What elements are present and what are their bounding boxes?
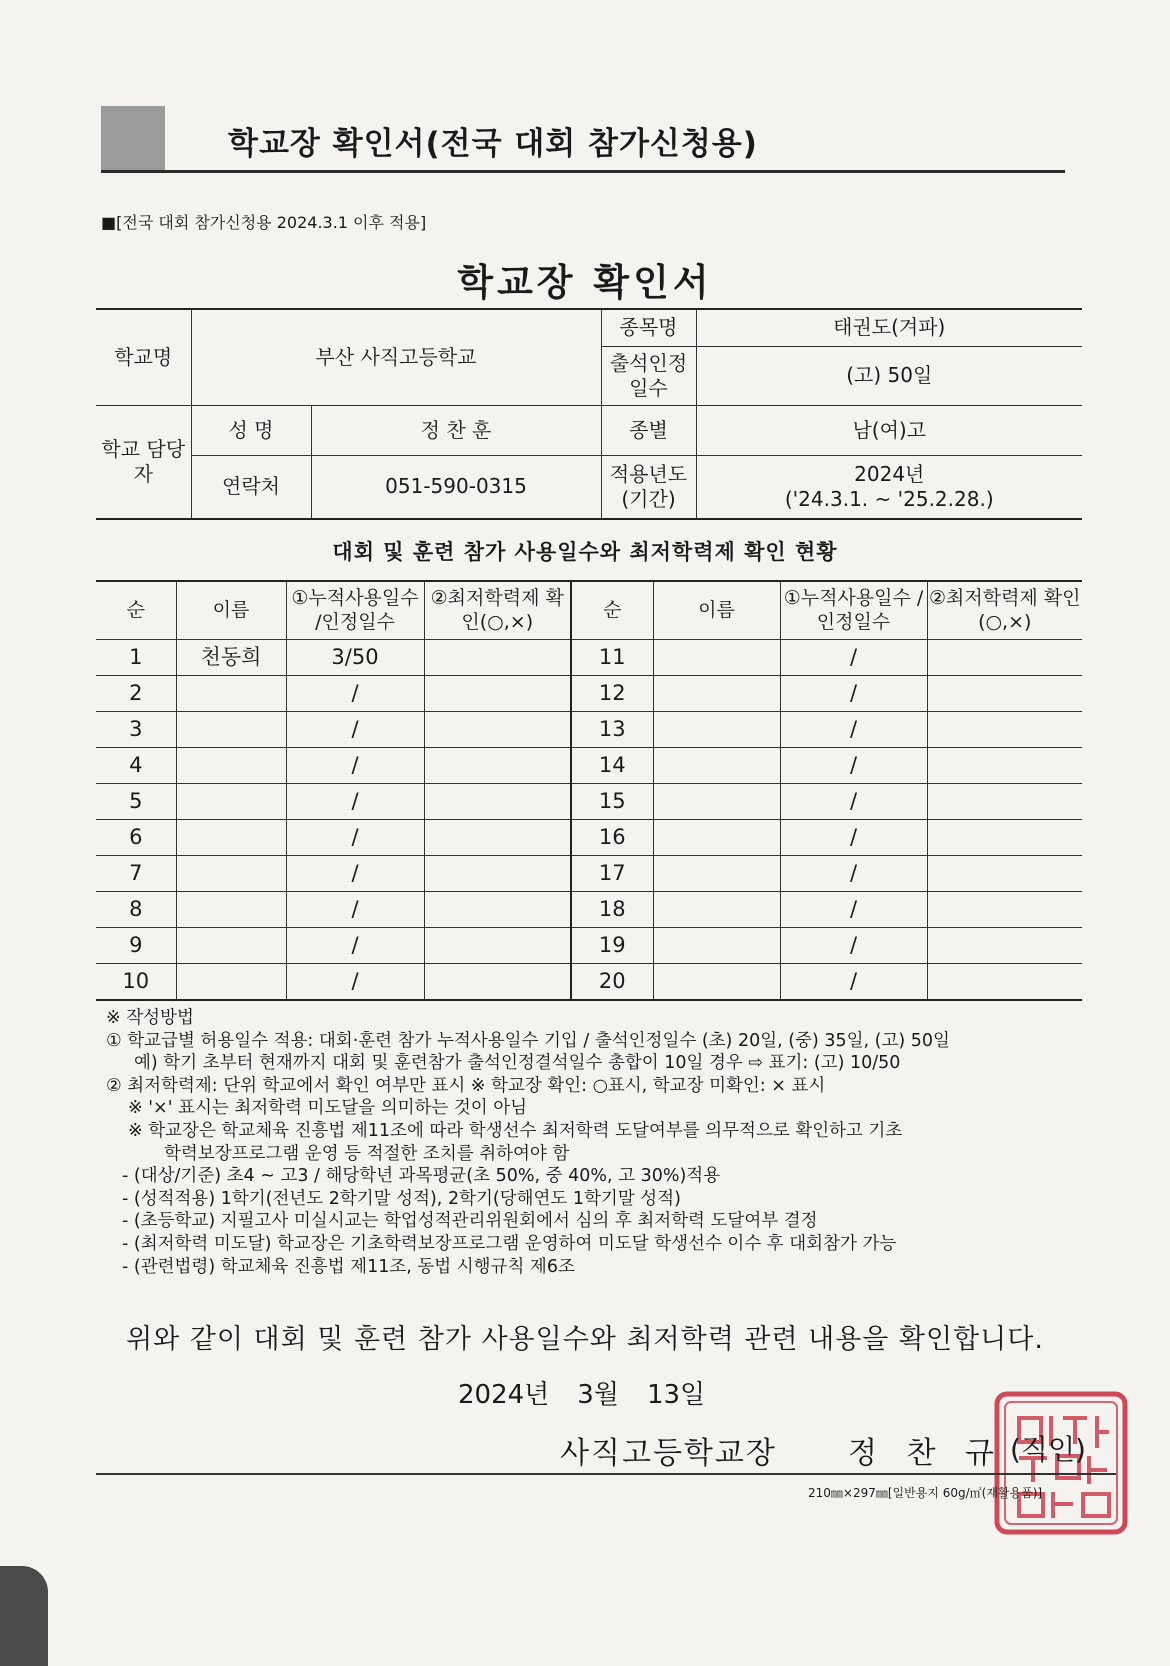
row-days: / bbox=[286, 748, 424, 784]
usage-table bbox=[96, 580, 1082, 1001]
row-check bbox=[424, 856, 571, 892]
name-value: 정 찬 훈 bbox=[311, 405, 601, 455]
row-days: 3/50 bbox=[286, 640, 424, 676]
row-no: 15 bbox=[571, 784, 653, 820]
date-year: 2024년 bbox=[458, 1380, 550, 1410]
instruction-line: - (관련법령) 학교체육 진흥법 제11조, 동법 시행규칙 제6조 bbox=[122, 1256, 575, 1277]
row-check bbox=[424, 892, 571, 928]
instruction-line: ※ '×' 표시는 최저학력 미도달을 의미하는 것이 아님 bbox=[128, 1098, 528, 1119]
row-no: 11 bbox=[571, 640, 653, 676]
row-no: 16 bbox=[571, 820, 653, 856]
bottom-divider bbox=[96, 1473, 1116, 1475]
event-value: 태권도(겨파) bbox=[696, 309, 1082, 346]
form-title: 학교장 확인서 bbox=[457, 261, 713, 304]
row-check bbox=[927, 676, 1082, 712]
row-name bbox=[653, 676, 780, 712]
row-no: 12 bbox=[571, 676, 653, 712]
row-no: 18 bbox=[571, 892, 653, 928]
col-header-name: 이름 bbox=[176, 581, 286, 640]
date-month: 3월 bbox=[577, 1380, 619, 1410]
instruction-line: ※ 작성방법 bbox=[106, 1008, 194, 1028]
row-no: 7 bbox=[96, 856, 176, 892]
instruction-line: 예) 학기 초부터 현재까지 대회 및 훈련참가 출석인정결석일수 총합이 10일 경우 ⇨ 표기: (고) 10/50 bbox=[134, 1053, 901, 1074]
row-name bbox=[653, 928, 780, 964]
attendance-value: (고) 50일 bbox=[696, 346, 1082, 405]
row-name bbox=[653, 748, 780, 784]
row-check bbox=[424, 640, 571, 676]
row-check bbox=[927, 928, 1082, 964]
row-check bbox=[424, 820, 571, 856]
row-no: 19 bbox=[571, 928, 653, 964]
issue-date bbox=[458, 1374, 733, 1411]
table-row bbox=[96, 676, 1082, 712]
row-no: 6 bbox=[96, 820, 176, 856]
row-no: 5 bbox=[96, 784, 176, 820]
row-name bbox=[176, 964, 286, 1001]
row-name bbox=[653, 964, 780, 1001]
row-no: 3 bbox=[96, 712, 176, 748]
row-name bbox=[653, 892, 780, 928]
confirmation-statement: 위와 같이 대회 및 훈련 참가 사용일수와 최저학력 관련 내용을 확인합니다. bbox=[126, 1324, 1044, 1355]
attendance-label: 출석인정 일수 bbox=[601, 346, 696, 405]
date-day: 13일 bbox=[646, 1380, 706, 1410]
principal-title: 사직고등학교장 bbox=[560, 1436, 777, 1471]
col-header-no: 순 bbox=[96, 581, 176, 640]
col-header-no: 순 bbox=[571, 581, 653, 640]
table-row bbox=[96, 712, 1082, 748]
gender-value: 남(여)고 bbox=[696, 405, 1082, 455]
row-days: / bbox=[286, 784, 424, 820]
row-days: / bbox=[780, 748, 927, 784]
usage-section-title: 대회 및 훈련 참가 사용일수와 최저학력제 확인 현황 bbox=[332, 540, 838, 564]
row-name bbox=[176, 856, 286, 892]
instruction-line: - (최저학력 미도달) 학교장은 기초학력보장프로그램 운영하여 미도달 학생선수 이수 후 대회참가 가능 bbox=[122, 1233, 897, 1254]
row-name bbox=[176, 784, 286, 820]
row-name bbox=[653, 784, 780, 820]
table-row bbox=[96, 928, 1082, 964]
row-days: / bbox=[286, 712, 424, 748]
col-header-check: ②최저학력제 확인(○,×) bbox=[424, 581, 571, 640]
row-check bbox=[424, 928, 571, 964]
row-no: 2 bbox=[96, 676, 176, 712]
row-name bbox=[176, 892, 286, 928]
row-no: 20 bbox=[571, 964, 653, 1001]
table-row bbox=[96, 748, 1082, 784]
name-label: 성 명 bbox=[191, 405, 311, 455]
row-days: / bbox=[780, 676, 927, 712]
row-name bbox=[653, 712, 780, 748]
col-header-days: ①누적사용일수 /인정일수 bbox=[286, 581, 424, 640]
row-check bbox=[927, 784, 1082, 820]
manager-label: 학교 담당자 bbox=[96, 405, 191, 519]
row-check bbox=[927, 856, 1082, 892]
contact-label: 연락처 bbox=[191, 455, 311, 519]
instructions bbox=[106, 1007, 1116, 1278]
row-check bbox=[927, 640, 1082, 676]
instruction-line: ※ 학교장은 학교체육 진흥법 제11조에 따라 학생선수 최저학력 도달여부를 의무적으로 확인하고 기초 bbox=[128, 1120, 903, 1141]
event-label: 종목명 bbox=[601, 309, 696, 346]
row-days: / bbox=[780, 856, 927, 892]
row-days: / bbox=[780, 892, 927, 928]
school-name: 부산 사직고등학교 bbox=[191, 309, 601, 405]
row-name bbox=[176, 820, 286, 856]
header-divider bbox=[101, 170, 1065, 173]
paper-spec-footer: 210㎜×297㎜[일반용지 60g/㎡(재활용품)] bbox=[808, 1486, 1043, 1500]
document-header-title: 학교장 확인서(전국 대회 참가신청용) bbox=[228, 126, 758, 162]
row-days: / bbox=[780, 784, 927, 820]
row-days: / bbox=[286, 676, 424, 712]
seal-label: (직인) bbox=[1010, 1433, 1086, 1466]
row-name bbox=[176, 712, 286, 748]
period-year: 2024년 bbox=[854, 461, 925, 486]
row-name bbox=[176, 748, 286, 784]
row-no: 1 bbox=[96, 640, 176, 676]
row-days: / bbox=[780, 964, 927, 1001]
gender-label: 종별 bbox=[601, 405, 696, 455]
table-row bbox=[96, 856, 1082, 892]
col-header-days: ①누적사용일수 /인정일수 bbox=[780, 581, 927, 640]
row-no: 9 bbox=[96, 928, 176, 964]
row-check bbox=[927, 712, 1082, 748]
row-no: 14 bbox=[571, 748, 653, 784]
info-table bbox=[96, 308, 1082, 520]
table-row bbox=[96, 892, 1082, 928]
row-check bbox=[424, 784, 571, 820]
row-name bbox=[653, 640, 780, 676]
row-no: 17 bbox=[571, 856, 653, 892]
row-no: 10 bbox=[96, 964, 176, 1001]
instruction-line: - (대상/기준) 초4 ~ 고3 / 해당학년 과목평균(초 50%, 중 40%, 고 30%)적용 bbox=[122, 1166, 721, 1187]
row-check bbox=[424, 748, 571, 784]
row-days: / bbox=[780, 928, 927, 964]
form-version-note: ■[전국 대회 참가신청용 2024.3.1 이후 적용] bbox=[101, 213, 427, 232]
row-days: / bbox=[780, 712, 927, 748]
contact-value: 051-590-0315 bbox=[311, 455, 601, 519]
row-no: 13 bbox=[571, 712, 653, 748]
school-label: 학교명 bbox=[96, 309, 191, 405]
row-days: / bbox=[286, 892, 424, 928]
row-check bbox=[424, 964, 571, 1001]
period-value bbox=[696, 455, 1082, 519]
table-row bbox=[96, 784, 1082, 820]
instruction-line: - (초등학교) 지필고사 미실시교는 학업성적관리위원회에서 심의 후 최저학력 도달여부 결정 bbox=[122, 1211, 818, 1232]
period-label: 적용년도 (기간) bbox=[601, 455, 696, 519]
row-name: 천동희 bbox=[176, 640, 286, 676]
row-days: / bbox=[286, 964, 424, 1001]
row-days: / bbox=[286, 820, 424, 856]
row-check bbox=[927, 820, 1082, 856]
row-days: / bbox=[780, 820, 927, 856]
row-days: / bbox=[286, 856, 424, 892]
row-no: 4 bbox=[96, 748, 176, 784]
table-row bbox=[96, 820, 1082, 856]
scan-corner-shadow bbox=[0, 1566, 48, 1666]
row-days: / bbox=[286, 928, 424, 964]
row-days: / bbox=[780, 640, 927, 676]
row-name bbox=[176, 928, 286, 964]
row-check bbox=[927, 748, 1082, 784]
instruction-line: ② 최저학력제: 단위 학교에서 확인 여부만 표시 ※ 학교장 확인: ○표시, 학교장 미확인: × 표시 bbox=[106, 1075, 826, 1096]
row-no: 8 bbox=[96, 892, 176, 928]
instruction-line: 학력보장프로그램 운영 등 적절한 조치를 취하여야 함 bbox=[164, 1143, 570, 1164]
row-name bbox=[176, 676, 286, 712]
row-name bbox=[653, 820, 780, 856]
col-header-name: 이름 bbox=[653, 581, 780, 640]
instruction-line: - (성적적용) 1학기(전년도 2학기말 성적), 2학기(당해연도 1학기말 성적) bbox=[122, 1188, 681, 1209]
row-check bbox=[927, 964, 1082, 1001]
instruction-line: ① 학교급별 허용일수 적용: 대회·훈련 참가 누적사용일수 기입 / 출석인정일수 (초) 20일, (중) 35일, (고) 50일 bbox=[106, 1030, 950, 1051]
period-range: ('24.3.1. ~ '25.2.28.) bbox=[784, 486, 994, 511]
principal-name: 정 찬 규 bbox=[848, 1436, 1005, 1471]
row-check bbox=[424, 712, 571, 748]
table-row bbox=[96, 964, 1082, 1001]
row-check bbox=[424, 676, 571, 712]
row-name bbox=[653, 856, 780, 892]
col-header-check: ②최저학력제 확인(○,×) bbox=[927, 581, 1082, 640]
table-row bbox=[96, 640, 1082, 676]
header-gray-block bbox=[101, 106, 165, 170]
row-check bbox=[927, 892, 1082, 928]
